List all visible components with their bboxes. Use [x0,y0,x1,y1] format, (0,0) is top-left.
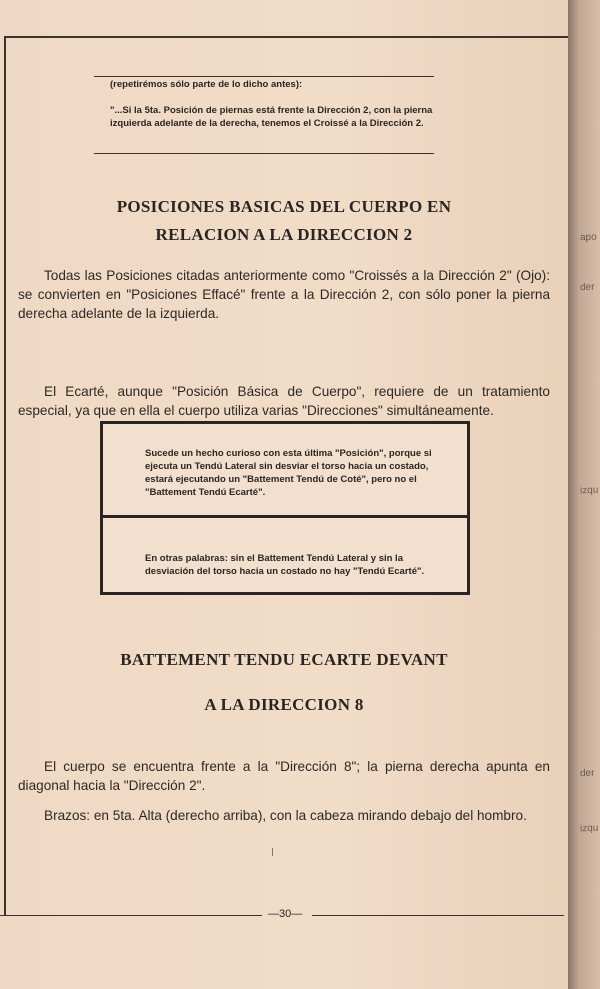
adjacent-page-fragment: der [579,281,595,294]
section2-heading-line2: A LA DIRECCION 8 [204,695,364,714]
section2-paragraph1: El cuerpo se encuentra frente a la "Dirección 8"; la pierna derecha apunta en diagonal hacia la "Dirección 2". [18,759,550,793]
section1-paragraph2: El Ecarté, aunque "Posición Básica de Cuerpo", requiere de un tratamiento especial, ya que en ella el cuerpo utiliza varias "Direcciones" simultáneamente. [18,384,550,418]
quote-top-rule [94,76,434,77]
top-border-line [4,36,568,38]
note-box1-text: Sucede un hecho curioso con esta última "Posición", porque si ejecuta un Tendú Lateral sin desviar el torso hacia un costado, estará ejecutando un "Battement Tendú de Coté", pero no el "Battement Tendú Ecarté". [145,448,432,498]
note-box-divider [103,515,467,518]
section1-heading-line1: POSICIONES BASICAS DEL CUERPO EN [116,197,452,216]
adjacent-page-fragment: izqu [579,484,599,497]
adjacent-page-fragment: apo [579,231,597,244]
section2-paragraph2: Brazos: en 5ta. Alta (derecho arriba), con la cabeza mirando debajo del hombro. [44,808,527,823]
page-number: —30— [268,908,303,920]
section1-heading-line2: RELACION A LA DIRECCION 2 [155,225,413,244]
section1-paragraph1: Todas las Posiciones citadas anteriormente como "Croissés a la Dirección 2" (Ojo): se convierten en "Posiciones Effacé" frente a la Dirección 2, con sólo poner la pierna derecha adelante de la izquierda. [18,268,550,321]
note-boxes [100,421,470,595]
left-border-line [4,36,6,916]
quote-bottom-rule [94,153,434,154]
adjacent-page-fragment: der [579,767,595,780]
section2-heading-line1: BATTEMENT TENDU ECARTE DEVANT [120,650,448,669]
quote-body: "...Si la 5ta. Posición de piernas está frente la Dirección 2, con la pierna izquierda adelante de la derecha, tenemos el Croissé a la Dirección 2. [110,105,433,129]
adjacent-page-fragment: izqu [579,822,599,835]
ink-mark [272,848,273,856]
quote-intro: (repetirémos sólo parte de lo dicho antes): [110,79,303,90]
note-box2-text: En otras palabras: sin el Battement Tendú Lateral y sin la desviación del torso hacia un costado no hay "Tendú Ecarté". [145,553,425,577]
footer-rule-left [0,915,262,916]
footer-rule-right [312,915,564,916]
